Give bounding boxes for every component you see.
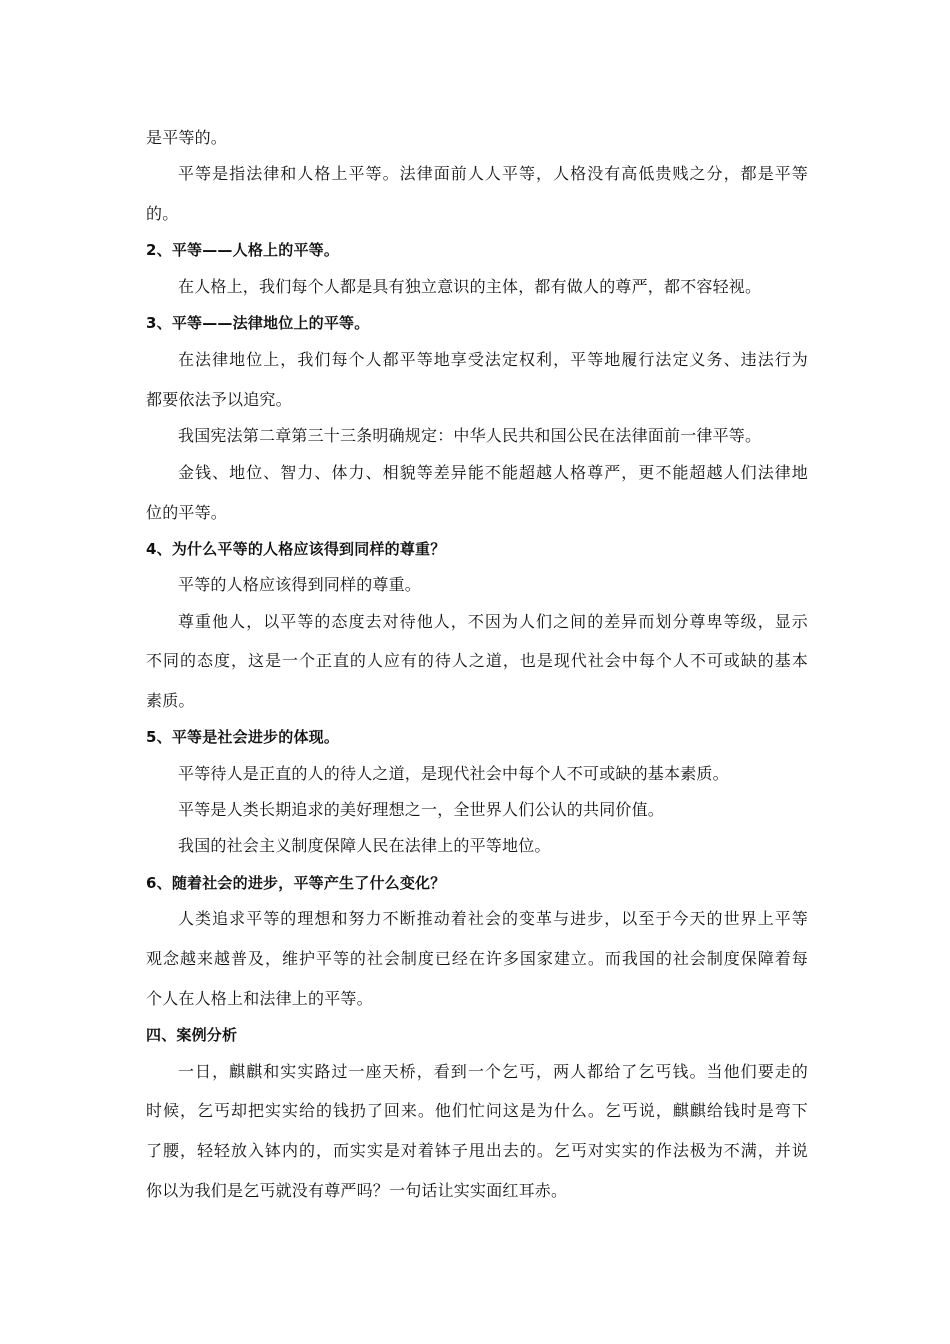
section-heading: 5、平等是社会进步的体现。 (146, 728, 340, 746)
text-line: 一日，麒麒和实实路过一座天桥，看到一个乞丐，两人都给了乞丐钱。当他们要走的 (178, 1062, 808, 1081)
text-line: 平等待人是正直的人的待人之道，是现代社会中每个人不可或缺的基本素质。 (178, 764, 729, 783)
text-line: 的。 (146, 204, 179, 223)
text-line: 你以为我们是乞丐就没有尊严吗？一句话让实实面红耳赤。 (146, 1181, 568, 1200)
text-line: 是平等的。 (146, 128, 228, 147)
text-line: 尊重他人，以平等的态度去对待他人，不因为人们之间的差异而划分尊卑等级，显示 (178, 612, 808, 631)
text-line: 了腰，轻轻放入钵内的，而实实是对着钵子甩出去的。乞丐对实实的作法极为不满，并说 (146, 1141, 808, 1160)
text-line: 不同的态度，这是一个正直的人应有的待人之道，也是现代社会中每个人不可或缺的基本 (146, 651, 808, 670)
text-line: 位的平等。 (146, 503, 228, 522)
text-line: 平等是指法律和人格上平等。法律面前人人平等，人格没有高低贵贱之分，都是平等 (178, 164, 808, 183)
text-line: 在人格上，我们每个人都是具有独立意识的主体，都有做人的尊严，都不容轻视。 (178, 277, 762, 296)
text-line: 平等的人格应该得到同样的尊重。 (178, 575, 422, 594)
text-line: 我国的社会主义制度保障人民在法律上的平等地位。 (178, 836, 551, 855)
text-line: 在法律地位上，我们每个人都平等地享受法定权利，平等地履行法定义务、违法行为 (178, 350, 808, 369)
text-line: 金钱、地位、智力、体力、相貌等差异能不能超越人格尊严，更不能超越人们法律地 (178, 463, 808, 482)
text-line: 个人在人格上和法律上的平等。 (146, 989, 373, 1008)
section-heading: 2、平等——人格上的平等。 (146, 241, 340, 259)
text-line: 都要依法予以追究。 (146, 390, 292, 409)
text-line: 素质。 (146, 691, 195, 710)
section-heading: 4、为什么平等的人格应该得到同样的尊重？ (146, 540, 446, 558)
text-line: 人类追求平等的理想和努力不断推动着社会的变革与进步，以至于今天的世界上平等 (178, 909, 808, 928)
section-heading: 3、平等——法律地位上的平等。 (146, 314, 370, 332)
text-line: 我国宪法第二章第三十三条明确规定：中华人民共和国公民在法律面前一律平等。 (178, 426, 762, 445)
text-line: 时候，乞丐却把实实给的钱扔了回来。他们忙问这是为什么。乞丐说，麒麒给钱时是弯下 (146, 1101, 808, 1120)
section-heading: 6、随着社会的进步，平等产生了什么变化？ (146, 874, 446, 892)
section-heading: 四、案例分析 (146, 1026, 238, 1044)
text-line: 平等是人类长期追求的美好理想之一，全世界人们公认的共同价值。 (178, 800, 665, 819)
text-line: 观念越来越普及，维护平等的社会制度已经在许多国家建立。而我国的社会制度保障着每 (146, 949, 808, 968)
